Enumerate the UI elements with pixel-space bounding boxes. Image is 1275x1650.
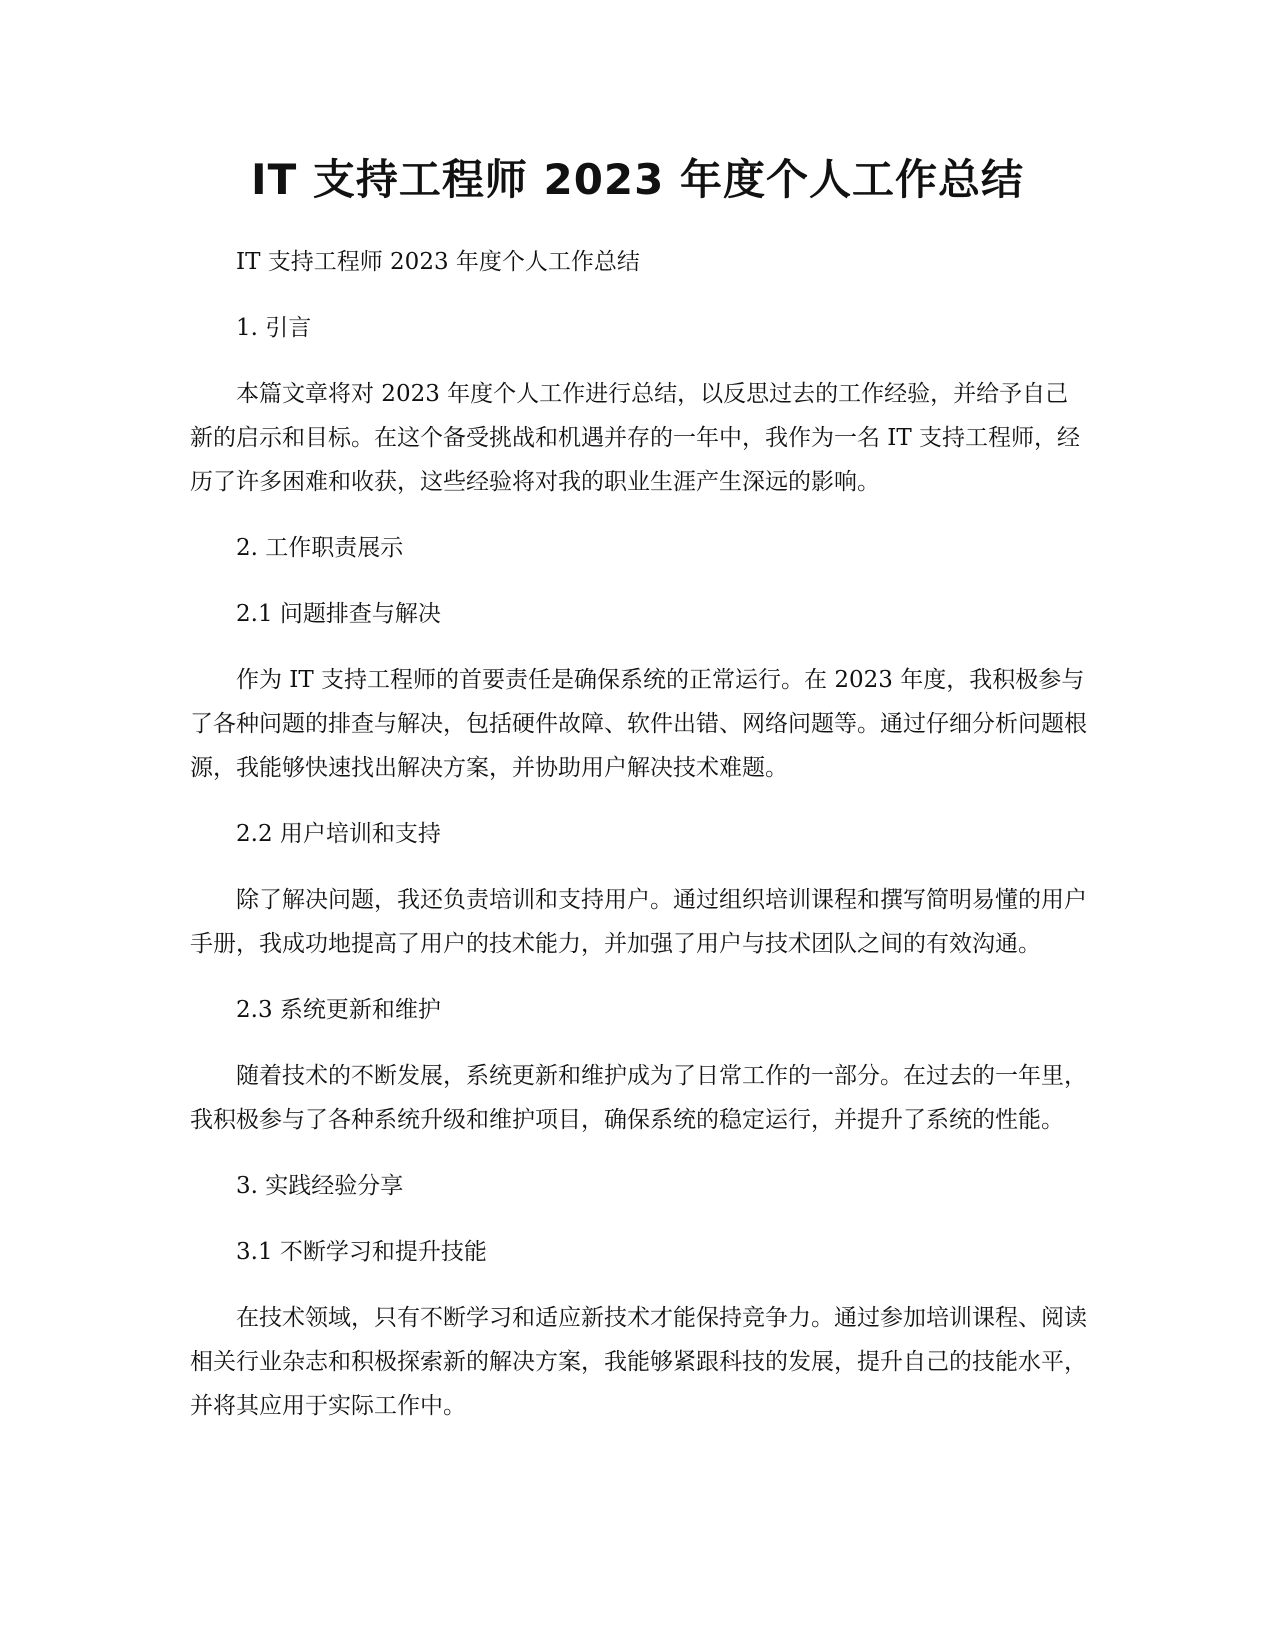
paragraph-user-training: 除了解决问题，我还负责培训和支持用户。通过组织培训课程和撰写简明易懂的用户手册，我成功地提高了用户的技术能力，并加强了用户与技术团队之间的有效沟通。 (190, 887, 1087, 957)
document-body (190, 240, 1090, 1450)
paragraph-intro: 本篇文章将对 2023 年度个人工作进行总结，以反思过去的工作经验，并给予自己新的启示和目标。在这个备受挑战和机遇并存的一年中，我作为一名 IT 支持工程师，经历了许多困难和收获，这些经验将对我的职业生涯产生深远的影响。 (190, 381, 1081, 495)
paragraph-troubleshooting: 作为 IT 支持工程师的首要责任是确保系统的正常运行。在 2023 年度，我积极参与了各种问题的排查与解决，包括硬件故障、软件出错、网络问题等。通过仔细分析问题根源，我能够快速找出解决方案，并协助用户解决技术难题。 (190, 667, 1087, 781)
subtitle-line: IT 支持工程师 2023 年度个人工作总结 (236, 249, 640, 275)
section-heading-experience: 3. 实践经验分享 (236, 1173, 404, 1199)
subsection-heading-troubleshooting: 2.1 问题排查与解决 (236, 601, 441, 627)
paragraph-system-maintenance: 随着技术的不断发展，系统更新和维护成为了日常工作的一部分。在过去的一年里，我积极参与了各种系统升级和维护项目，确保系统的稳定运行，并提升了系统的性能。 (190, 1063, 1087, 1133)
paragraph-learning: 在技术领域，只有不断学习和适应新技术才能保持竞争力。通过参加培训课程、阅读相关行业杂志和积极探索新的解决方案，我能够紧跟科技的发展，提升自己的技能水平，并将其应用于实际工作中。 (190, 1305, 1087, 1419)
section-heading-duties: 2. 工作职责展示 (236, 535, 404, 561)
subsection-heading-system-maintenance: 2.3 系统更新和维护 (236, 997, 441, 1023)
document-title: IT 支持工程师 2023 年度个人工作总结 (250, 155, 1025, 204)
section-heading-intro: 1. 引言 (236, 315, 312, 341)
subsection-heading-learning: 3.1 不断学习和提升技能 (236, 1239, 487, 1265)
subsection-heading-user-training: 2.2 用户培训和支持 (236, 821, 441, 847)
